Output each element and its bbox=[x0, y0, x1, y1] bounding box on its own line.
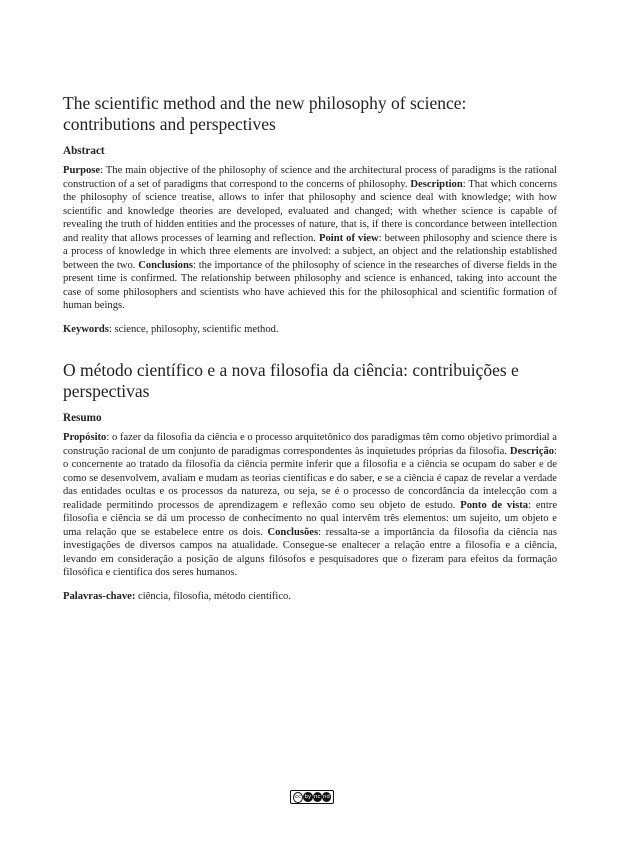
resumo-heading: Resumo bbox=[63, 412, 102, 424]
conclusoes-label: Conclusões bbox=[267, 526, 319, 538]
portuguese-abstract-body bbox=[63, 431, 557, 580]
english-abstract-section bbox=[63, 93, 557, 336]
keywords-text: : science, philosophy, scientific method. bbox=[108, 323, 279, 335]
conclusions-text: : the importance of the philosophy of science in the researches of diverse fields in the present time is confirmed. The relationship between philosophy and science is enhanced, taking into account the case of some philosophers and scientists who have achieved this for the philosophical and scientific formation of human beings. bbox=[63, 259, 557, 311]
english-abstract-body bbox=[63, 164, 557, 313]
descricao-label: Descrição bbox=[509, 445, 555, 457]
portuguese-abstract-section bbox=[63, 360, 557, 603]
palavras-chave-text: ciência, filosofia, método científico. bbox=[135, 590, 291, 602]
article-page bbox=[63, 93, 557, 603]
creative-commons-by-nc-nd-icon bbox=[290, 790, 334, 804]
proposito-label: Propósito bbox=[63, 432, 107, 443]
cc-glyph: cc bbox=[293, 792, 303, 803]
abstract-heading: Abstract bbox=[63, 145, 105, 157]
descricao-text: : o concernente ao tratado da filosofia da ciência permite inferir que a filosofia e a ciência se ocupam do saber e de como se desenvolvem, avaliam e mudam as teorias científicas e do saber, e se a ciência é capaz de revelar a verdade das entidades ocultas e os processos da natureza, ou seja, se é o processo de concordância da intelecção com a realidade permitindo processos de aprendizagem e reflexão como seu objeto de estudo. bbox=[63, 445, 557, 511]
purpose-text: : The main objective of the philosophy of science and the architectural process of paradigms is the rational construction of a set of paradigms that correspond to the concerns of philosophy. bbox=[63, 165, 557, 190]
nc-glyph: nc bbox=[313, 794, 321, 800]
keywords-label: Keywords bbox=[63, 323, 109, 335]
point-of-view-text: : between philosophy and science there is a process of knowledge in which three elements are involved: a subject, an object and the relationship established between the two. bbox=[63, 232, 557, 271]
conclusions-label: Conclusions bbox=[138, 259, 193, 271]
portuguese-keywords bbox=[63, 590, 557, 604]
point-of-view-label: Point of view bbox=[319, 232, 379, 244]
portuguese-title: O método científico e a nova filosofia da ciência: contribuições e perspectivas bbox=[63, 360, 519, 401]
by-glyph: by bbox=[304, 794, 312, 800]
description-label: Description bbox=[410, 178, 463, 190]
english-title: The scientific method and the new philosophy of science: contributions and perspectives bbox=[63, 93, 467, 134]
proposito-text: : o fazer da filosofia da ciência e o processo arquitetônico dos paradigmas têm como objetivo primordial a construção racional de um conjunto de paradigmas correspondentes às inquietudes próprias da filosofia. bbox=[63, 432, 557, 457]
ponto-de-vista-label: Ponto de vista bbox=[460, 499, 529, 511]
purpose-label: Purpose bbox=[63, 165, 101, 176]
nd-glyph: nd bbox=[322, 794, 330, 800]
ponto-de-vista-text: : entre filosofia e ciência se dá um processo de conhecimento no qual intervêm três elementos: um sujeito, um objeto e uma relação que se estabelece entre os dois. bbox=[63, 499, 558, 538]
conclusoes-text: : ressalta-se a importância da filosofia da ciência nas investigações de diversos campos na atualidade. Consegue-se enaltecer a relação entre a filosofia e a ciência, levando em consideração a posição de alguns filósofos e pesquisadores que o fizeram para efeitos da formação filosófica e científica dos seres humanos. bbox=[63, 526, 557, 578]
description-text: : That which concerns the philosophy of science treatise, allows to infer that philosophy and science deal with knowledge; with how scientific and knowledge theories are developed, evaluated and changed; with whether science is capable of revealing the truth of hidden entities and the processes of nature, that is, if there is concordance between intellection and reality that allows processes of learning and reflection. bbox=[63, 178, 557, 244]
english-keywords bbox=[63, 323, 557, 337]
palavras-chave-label: Palavras-chave: bbox=[63, 590, 136, 602]
